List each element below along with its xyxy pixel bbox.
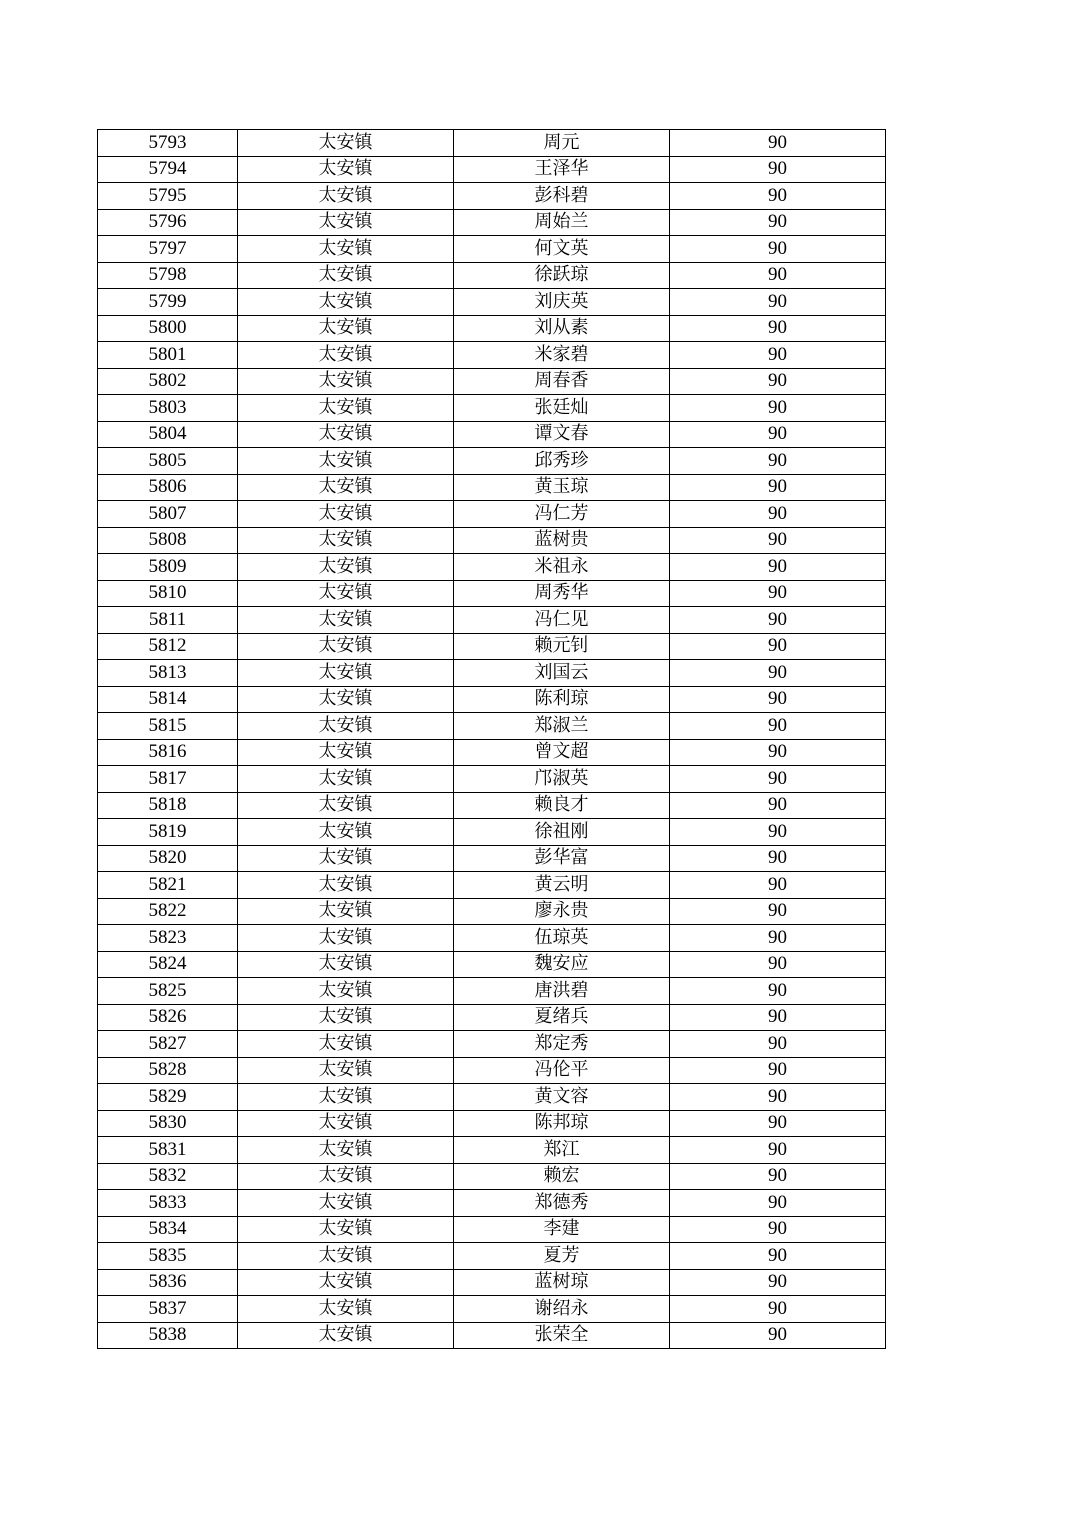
town-cell: 太安镇 bbox=[238, 792, 454, 819]
serial-number-cell: 5824 bbox=[98, 951, 238, 978]
person-name-cell: 彭华富 bbox=[454, 845, 670, 872]
amount-cell: 90 bbox=[670, 474, 886, 501]
table-row bbox=[98, 130, 886, 157]
amount-cell: 90 bbox=[670, 1269, 886, 1296]
table-row bbox=[98, 1057, 886, 1084]
amount-cell: 90 bbox=[670, 872, 886, 899]
town-cell: 太安镇 bbox=[238, 236, 454, 263]
serial-number-cell: 5831 bbox=[98, 1137, 238, 1164]
person-name-cell: 刘国云 bbox=[454, 660, 670, 687]
town-cell: 太安镇 bbox=[238, 289, 454, 316]
serial-number-cell: 5819 bbox=[98, 819, 238, 846]
serial-number-cell: 5807 bbox=[98, 501, 238, 528]
table-row bbox=[98, 660, 886, 687]
amount-cell: 90 bbox=[670, 1031, 886, 1058]
town-cell: 太安镇 bbox=[238, 421, 454, 448]
serial-number-cell: 5809 bbox=[98, 554, 238, 581]
serial-number-cell: 5802 bbox=[98, 368, 238, 395]
person-name-cell: 周元 bbox=[454, 130, 670, 157]
amount-cell: 90 bbox=[670, 686, 886, 713]
person-name-cell: 米家碧 bbox=[454, 342, 670, 369]
town-cell: 太安镇 bbox=[238, 819, 454, 846]
serial-number-cell: 5803 bbox=[98, 395, 238, 422]
serial-number-cell: 5835 bbox=[98, 1243, 238, 1270]
table-row bbox=[98, 342, 886, 369]
table-row bbox=[98, 1243, 886, 1270]
person-name-cell: 魏安应 bbox=[454, 951, 670, 978]
town-cell: 太安镇 bbox=[238, 898, 454, 925]
town-cell: 太安镇 bbox=[238, 474, 454, 501]
amount-cell: 90 bbox=[670, 289, 886, 316]
table-row bbox=[98, 713, 886, 740]
table-row bbox=[98, 395, 886, 422]
table-row bbox=[98, 421, 886, 448]
town-cell: 太安镇 bbox=[238, 1296, 454, 1323]
serial-number-cell: 5796 bbox=[98, 209, 238, 236]
town-cell: 太安镇 bbox=[238, 156, 454, 183]
town-cell: 太安镇 bbox=[238, 262, 454, 289]
serial-number-cell: 5837 bbox=[98, 1296, 238, 1323]
person-name-cell: 赖良才 bbox=[454, 792, 670, 819]
person-name-cell: 邱秀珍 bbox=[454, 448, 670, 475]
town-cell: 太安镇 bbox=[238, 448, 454, 475]
serial-number-cell: 5826 bbox=[98, 1004, 238, 1031]
person-name-cell: 冯伦平 bbox=[454, 1057, 670, 1084]
amount-cell: 90 bbox=[670, 1243, 886, 1270]
person-name-cell: 冯仁见 bbox=[454, 607, 670, 634]
person-name-cell: 刘庆英 bbox=[454, 289, 670, 316]
serial-number-cell: 5828 bbox=[98, 1057, 238, 1084]
person-name-cell: 邝淑英 bbox=[454, 766, 670, 793]
table-row bbox=[98, 1296, 886, 1323]
table-row bbox=[98, 368, 886, 395]
town-cell: 太安镇 bbox=[238, 845, 454, 872]
person-name-cell: 何文英 bbox=[454, 236, 670, 263]
town-cell: 太安镇 bbox=[238, 686, 454, 713]
amount-cell: 90 bbox=[670, 527, 886, 554]
amount-cell: 90 bbox=[670, 448, 886, 475]
serial-number-cell: 5810 bbox=[98, 580, 238, 607]
serial-number-cell: 5834 bbox=[98, 1216, 238, 1243]
roster-table-body bbox=[98, 130, 886, 1349]
amount-cell: 90 bbox=[670, 580, 886, 607]
serial-number-cell: 5797 bbox=[98, 236, 238, 263]
person-name-cell: 廖永贵 bbox=[454, 898, 670, 925]
amount-cell: 90 bbox=[670, 209, 886, 236]
serial-number-cell: 5806 bbox=[98, 474, 238, 501]
serial-number-cell: 5830 bbox=[98, 1110, 238, 1137]
table-row bbox=[98, 951, 886, 978]
amount-cell: 90 bbox=[670, 501, 886, 528]
person-name-cell: 郑淑兰 bbox=[454, 713, 670, 740]
serial-number-cell: 5805 bbox=[98, 448, 238, 475]
table-row bbox=[98, 448, 886, 475]
serial-number-cell: 5794 bbox=[98, 156, 238, 183]
town-cell: 太安镇 bbox=[238, 368, 454, 395]
serial-number-cell: 5795 bbox=[98, 183, 238, 210]
town-cell: 太安镇 bbox=[238, 501, 454, 528]
serial-number-cell: 5838 bbox=[98, 1322, 238, 1349]
town-cell: 太安镇 bbox=[238, 978, 454, 1005]
amount-cell: 90 bbox=[670, 819, 886, 846]
town-cell: 太安镇 bbox=[238, 1269, 454, 1296]
person-name-cell: 王泽华 bbox=[454, 156, 670, 183]
table-row bbox=[98, 686, 886, 713]
serial-number-cell: 5832 bbox=[98, 1163, 238, 1190]
table-row bbox=[98, 262, 886, 289]
amount-cell: 90 bbox=[670, 342, 886, 369]
person-name-cell: 徐祖刚 bbox=[454, 819, 670, 846]
town-cell: 太安镇 bbox=[238, 183, 454, 210]
amount-cell: 90 bbox=[670, 1190, 886, 1217]
table-row bbox=[98, 209, 886, 236]
amount-cell: 90 bbox=[670, 315, 886, 342]
serial-number-cell: 5801 bbox=[98, 342, 238, 369]
amount-cell: 90 bbox=[670, 1296, 886, 1323]
table-row bbox=[98, 527, 886, 554]
amount-cell: 90 bbox=[670, 130, 886, 157]
amount-cell: 90 bbox=[670, 1110, 886, 1137]
town-cell: 太安镇 bbox=[238, 633, 454, 660]
table-row bbox=[98, 1110, 886, 1137]
town-cell: 太安镇 bbox=[238, 925, 454, 952]
amount-cell: 90 bbox=[670, 845, 886, 872]
town-cell: 太安镇 bbox=[238, 1322, 454, 1349]
person-name-cell: 郑江 bbox=[454, 1137, 670, 1164]
amount-cell: 90 bbox=[670, 1084, 886, 1111]
amount-cell: 90 bbox=[670, 554, 886, 581]
serial-number-cell: 5804 bbox=[98, 421, 238, 448]
town-cell: 太安镇 bbox=[238, 1004, 454, 1031]
serial-number-cell: 5833 bbox=[98, 1190, 238, 1217]
table-row bbox=[98, 1137, 886, 1164]
person-name-cell: 郑定秀 bbox=[454, 1031, 670, 1058]
table-row bbox=[98, 925, 886, 952]
town-cell: 太安镇 bbox=[238, 580, 454, 607]
town-cell: 太安镇 bbox=[238, 607, 454, 634]
person-name-cell: 张廷灿 bbox=[454, 395, 670, 422]
serial-number-cell: 5821 bbox=[98, 872, 238, 899]
amount-cell: 90 bbox=[670, 607, 886, 634]
amount-cell: 90 bbox=[670, 183, 886, 210]
amount-cell: 90 bbox=[670, 633, 886, 660]
person-name-cell: 唐洪碧 bbox=[454, 978, 670, 1005]
person-name-cell: 周春香 bbox=[454, 368, 670, 395]
amount-cell: 90 bbox=[670, 368, 886, 395]
table-row bbox=[98, 1004, 886, 1031]
town-cell: 太安镇 bbox=[238, 951, 454, 978]
table-row bbox=[98, 739, 886, 766]
table-row bbox=[98, 1163, 886, 1190]
roster-table bbox=[97, 129, 886, 1349]
town-cell: 太安镇 bbox=[238, 1031, 454, 1058]
serial-number-cell: 5823 bbox=[98, 925, 238, 952]
table-row bbox=[98, 1216, 886, 1243]
town-cell: 太安镇 bbox=[238, 1084, 454, 1111]
amount-cell: 90 bbox=[670, 1322, 886, 1349]
person-name-cell: 赖宏 bbox=[454, 1163, 670, 1190]
table-row bbox=[98, 1269, 886, 1296]
town-cell: 太安镇 bbox=[238, 1216, 454, 1243]
amount-cell: 90 bbox=[670, 236, 886, 263]
town-cell: 太安镇 bbox=[238, 872, 454, 899]
person-name-cell: 夏绪兵 bbox=[454, 1004, 670, 1031]
person-name-cell: 李建 bbox=[454, 1216, 670, 1243]
table-row bbox=[98, 156, 886, 183]
person-name-cell: 周秀华 bbox=[454, 580, 670, 607]
table-row bbox=[98, 819, 886, 846]
person-name-cell: 陈利琼 bbox=[454, 686, 670, 713]
serial-number-cell: 5813 bbox=[98, 660, 238, 687]
town-cell: 太安镇 bbox=[238, 527, 454, 554]
amount-cell: 90 bbox=[670, 978, 886, 1005]
table-row bbox=[98, 845, 886, 872]
table-row bbox=[98, 898, 886, 925]
person-name-cell: 徐跃琼 bbox=[454, 262, 670, 289]
table-row bbox=[98, 474, 886, 501]
person-name-cell: 蓝树贵 bbox=[454, 527, 670, 554]
amount-cell: 90 bbox=[670, 766, 886, 793]
town-cell: 太安镇 bbox=[238, 209, 454, 236]
amount-cell: 90 bbox=[670, 1216, 886, 1243]
person-name-cell: 黄文容 bbox=[454, 1084, 670, 1111]
person-name-cell: 刘从素 bbox=[454, 315, 670, 342]
serial-number-cell: 5816 bbox=[98, 739, 238, 766]
table-row bbox=[98, 1190, 886, 1217]
table-row bbox=[98, 183, 886, 210]
serial-number-cell: 5818 bbox=[98, 792, 238, 819]
amount-cell: 90 bbox=[670, 395, 886, 422]
person-name-cell: 黄玉琼 bbox=[454, 474, 670, 501]
serial-number-cell: 5814 bbox=[98, 686, 238, 713]
serial-number-cell: 5793 bbox=[98, 130, 238, 157]
serial-number-cell: 5815 bbox=[98, 713, 238, 740]
table-row bbox=[98, 633, 886, 660]
town-cell: 太安镇 bbox=[238, 1110, 454, 1137]
person-name-cell: 郑德秀 bbox=[454, 1190, 670, 1217]
person-name-cell: 谢绍永 bbox=[454, 1296, 670, 1323]
table-row bbox=[98, 501, 886, 528]
person-name-cell: 谭文春 bbox=[454, 421, 670, 448]
serial-number-cell: 5808 bbox=[98, 527, 238, 554]
town-cell: 太安镇 bbox=[238, 1163, 454, 1190]
amount-cell: 90 bbox=[670, 898, 886, 925]
table-row bbox=[98, 1084, 886, 1111]
table-row bbox=[98, 1322, 886, 1349]
person-name-cell: 赖元钊 bbox=[454, 633, 670, 660]
person-name-cell: 蓝树琼 bbox=[454, 1269, 670, 1296]
town-cell: 太安镇 bbox=[238, 130, 454, 157]
amount-cell: 90 bbox=[670, 1004, 886, 1031]
town-cell: 太安镇 bbox=[238, 1057, 454, 1084]
serial-number-cell: 5817 bbox=[98, 766, 238, 793]
person-name-cell: 黄云明 bbox=[454, 872, 670, 899]
amount-cell: 90 bbox=[670, 925, 886, 952]
table-row bbox=[98, 872, 886, 899]
serial-number-cell: 5820 bbox=[98, 845, 238, 872]
town-cell: 太安镇 bbox=[238, 554, 454, 581]
amount-cell: 90 bbox=[670, 739, 886, 766]
town-cell: 太安镇 bbox=[238, 660, 454, 687]
table-row bbox=[98, 289, 886, 316]
serial-number-cell: 5798 bbox=[98, 262, 238, 289]
table-row bbox=[98, 580, 886, 607]
amount-cell: 90 bbox=[670, 421, 886, 448]
town-cell: 太安镇 bbox=[238, 395, 454, 422]
person-name-cell: 冯仁芳 bbox=[454, 501, 670, 528]
town-cell: 太安镇 bbox=[238, 766, 454, 793]
amount-cell: 90 bbox=[670, 713, 886, 740]
serial-number-cell: 5829 bbox=[98, 1084, 238, 1111]
town-cell: 太安镇 bbox=[238, 315, 454, 342]
amount-cell: 90 bbox=[670, 660, 886, 687]
person-name-cell: 夏芳 bbox=[454, 1243, 670, 1270]
serial-number-cell: 5827 bbox=[98, 1031, 238, 1058]
town-cell: 太安镇 bbox=[238, 1190, 454, 1217]
person-name-cell: 周始兰 bbox=[454, 209, 670, 236]
serial-number-cell: 5800 bbox=[98, 315, 238, 342]
serial-number-cell: 5836 bbox=[98, 1269, 238, 1296]
serial-number-cell: 5812 bbox=[98, 633, 238, 660]
town-cell: 太安镇 bbox=[238, 739, 454, 766]
amount-cell: 90 bbox=[670, 792, 886, 819]
table-row bbox=[98, 766, 886, 793]
person-name-cell: 米祖永 bbox=[454, 554, 670, 581]
table-row bbox=[98, 607, 886, 634]
serial-number-cell: 5799 bbox=[98, 289, 238, 316]
town-cell: 太安镇 bbox=[238, 1137, 454, 1164]
person-name-cell: 伍琼英 bbox=[454, 925, 670, 952]
table-row bbox=[98, 236, 886, 263]
person-name-cell: 张荣全 bbox=[454, 1322, 670, 1349]
table-row bbox=[98, 315, 886, 342]
amount-cell: 90 bbox=[670, 1137, 886, 1164]
amount-cell: 90 bbox=[670, 262, 886, 289]
serial-number-cell: 5822 bbox=[98, 898, 238, 925]
amount-cell: 90 bbox=[670, 156, 886, 183]
person-name-cell: 陈邦琼 bbox=[454, 1110, 670, 1137]
table-row bbox=[98, 554, 886, 581]
serial-number-cell: 5825 bbox=[98, 978, 238, 1005]
person-name-cell: 曾文超 bbox=[454, 739, 670, 766]
table-row bbox=[98, 1031, 886, 1058]
serial-number-cell: 5811 bbox=[98, 607, 238, 634]
table-row bbox=[98, 792, 886, 819]
town-cell: 太安镇 bbox=[238, 342, 454, 369]
town-cell: 太安镇 bbox=[238, 713, 454, 740]
amount-cell: 90 bbox=[670, 1163, 886, 1190]
person-name-cell: 彭科碧 bbox=[454, 183, 670, 210]
table-row bbox=[98, 978, 886, 1005]
amount-cell: 90 bbox=[670, 951, 886, 978]
town-cell: 太安镇 bbox=[238, 1243, 454, 1270]
amount-cell: 90 bbox=[670, 1057, 886, 1084]
